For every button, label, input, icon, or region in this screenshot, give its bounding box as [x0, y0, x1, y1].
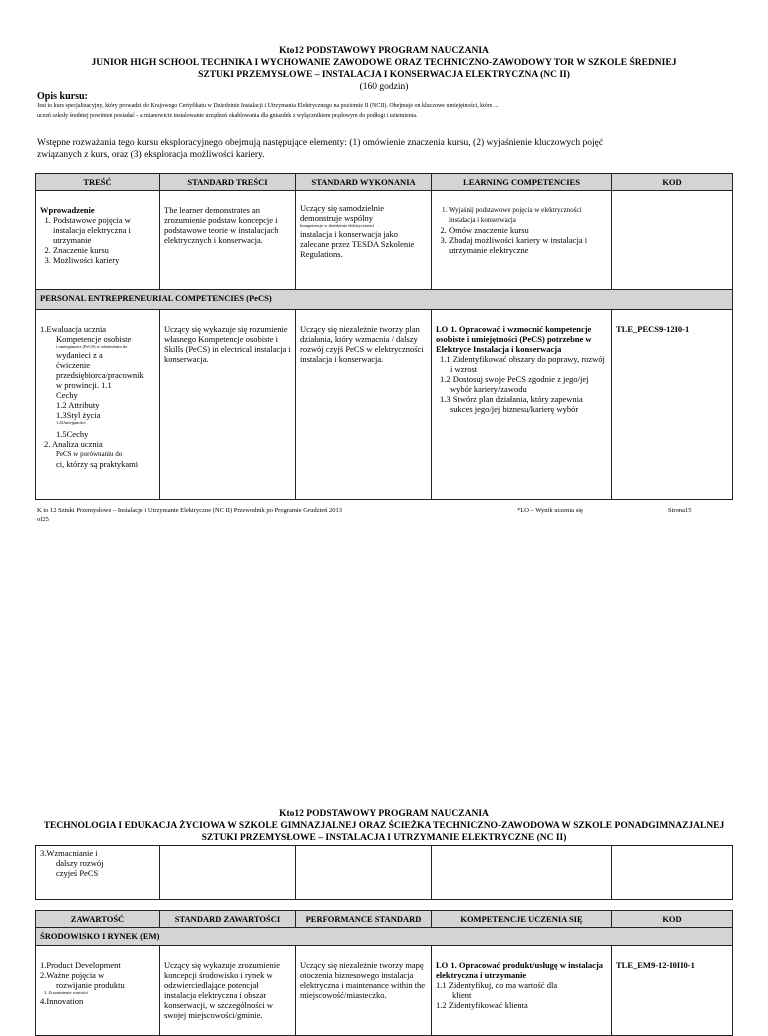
curriculum-table-page2 — [35, 910, 733, 1036]
section-row — [36, 928, 733, 946]
content-line: dalszy rozwój — [56, 858, 104, 868]
list-item: 3. Możliwości kariery — [53, 255, 155, 265]
table-row — [36, 846, 733, 900]
content-line: Cechy — [56, 390, 78, 400]
code-cell: TLE_EM9-12-I0II0-1 — [612, 946, 733, 1036]
performance-small-text: kompetencje w dziedzinie elektryczności — [300, 223, 375, 228]
content-cell — [36, 946, 160, 1036]
header-hours: (160 godzin) — [359, 82, 409, 92]
content-line: 1.Product Development — [40, 960, 121, 970]
header-line3: SZTUKI PRZEMYSŁOWE – INSTALACJA I KONSERWACJA ELEKTRYCZNA (NC II) — [198, 70, 570, 80]
lo-item: 1.1 Zidentyfikuj, co ma wartość dla — [436, 980, 558, 990]
learning-competencies-cell — [432, 946, 612, 1036]
table-row — [36, 310, 733, 500]
content-title: Wprowadzenie — [40, 205, 95, 215]
performance-text: instalacja i konserwacja jako zalecane przez TESDA Szkolenie Regulations. — [300, 229, 415, 259]
content-line: 3.Wzmacnianie i — [40, 848, 98, 858]
lo-title: LO 1. Opracować i wzmocnić kompetencje osobiste i umiejętności (PeCS) potrzebne w Elektryce Instalacja i konserwacja — [436, 324, 592, 354]
table-header-row — [36, 174, 733, 191]
content-line: Kompetencje osobiste — [56, 334, 132, 344]
lo-item: 1.2 Zidentyfikować klienta — [436, 1000, 528, 1010]
table-row — [36, 191, 733, 290]
content-line: 4.Innovation — [40, 996, 84, 1006]
continuation-table — [35, 845, 733, 900]
content-line: 1.3Styl życia — [56, 410, 101, 420]
page-footer-left — [37, 506, 457, 524]
code-cell: TLE_PECS9-12I0-1 — [612, 310, 733, 500]
content-line: 1.4Umiejętności — [56, 420, 86, 425]
lo-title: LO 1. Opracować produkt/usługę w instalacja elektryczna i utrzymanie — [436, 960, 604, 980]
col-header-content-standard: STANDARD TREŚCI — [160, 174, 296, 191]
content-line: rozwijanie produktu — [56, 980, 125, 990]
footer-text: K to 12 Sztuki Przemysłowe – Instalacje i Utrzymanie Elektryczne (NC II) Przewodnik po Programie Grudzień 2013 — [37, 507, 343, 514]
content-line: 1.Ewaluacja ucznia — [40, 324, 107, 334]
content-line: PeCS w porównaniu do — [56, 450, 123, 458]
header-line3: SZTUKI PRZEMYSŁOWE – INSTALACJA I UTRZYMANIE ELEKTRYCZNE (NC II) — [201, 833, 567, 843]
table-row — [36, 946, 733, 1036]
learning-competencies-cell — [432, 191, 612, 290]
content-line: 3. Zrozumienie wartości — [44, 990, 88, 995]
lo-item: 1.2 Dostosuj swoje PeCS zgodnie z jego/jej wybór kariery/zawodu — [440, 374, 589, 394]
content-standard-cell: The learner demonstrates an zrozumienie podstaw koncepcje i podstawowe teorie w instalacjach elektrycznych i konserwacja. — [160, 191, 296, 290]
section-title-em: ŚRODOWISKO I RYNEK (EM) — [36, 928, 733, 946]
content-standard-cell: Uczący się wykazuje zrozumienie koncepcji środowisko i rynek w odzwierciedlające potencjał instalacja elektryczna i obszar konserwacji, w szczególności w swojej miejscowości/gminie. — [160, 946, 296, 1036]
page1-header — [0, 45, 768, 93]
performance-standard-cell — [296, 191, 432, 290]
course-description-text — [37, 101, 633, 121]
col-header-performance-standard: STANDARD WYKONANIA — [296, 174, 432, 191]
course-description-line2: uczeń szkoły średniej powinien posiadać - a mianowicie instalowanie urządzeń okablowania dla gniazdek z wyłącznikiem prądowym do podłogi i uziemienia. — [37, 113, 418, 119]
learning-competencies-cell — [432, 310, 612, 500]
col-header-content: ZAWARTOŚĆ — [36, 911, 160, 928]
content-line: 2.Ważne pojęcia w — [40, 970, 105, 980]
header-line1: Kto12 PODSTAWOWY PROGRAM NAUCZANIA — [279, 46, 489, 56]
header-line1: Kto12 PODSTAWOWY PROGRAM NAUCZANIA — [279, 809, 489, 819]
lo-item: 1.3 Stwórz plan działania, który zapewnia sukces jego/jej biznesu/karierę wybór — [440, 394, 583, 414]
content-line: 2. Analiza ucznia — [44, 439, 103, 449]
content-cell — [36, 846, 160, 900]
performance-text: Uczący się samodzielnie demonstruje wspólny — [300, 203, 385, 223]
section-row — [36, 290, 733, 310]
content-line: 1.2 Attributy — [56, 400, 100, 410]
page2-header — [0, 808, 768, 844]
content-cell — [36, 310, 160, 500]
list-item: 2. Omów znaczenie kursu — [449, 225, 607, 235]
footer-text: of25 — [37, 516, 49, 523]
list-item: 1. Podstawowe pojęcia w instalacja elektryczna i utrzymanie — [53, 215, 155, 245]
section-title-pecs: PERSONAL ENTREPRENEURIAL COMPETENCIES (PeCS) — [36, 290, 733, 310]
footer-note: *LO – Wynik uczenia się — [517, 507, 583, 514]
col-header-code: KOD — [612, 174, 733, 191]
content-line: i umiejętności (PeCS) w odniesieniu do — [56, 344, 128, 349]
lo-item: 1.1 Zidentyfikować obszary do poprawy, rozwój i wzrost — [440, 354, 605, 374]
col-header-learning-competencies: LEARNING COMPETENCIES — [432, 174, 612, 191]
page-number: Strona15 — [668, 507, 692, 514]
col-header-performance-standard: PERFORMANCE STANDARD — [296, 911, 432, 928]
col-header-learning-competencies: KOMPETENCJE UCZENIA SIĘ — [432, 911, 612, 928]
col-header-code: KOD — [612, 911, 733, 928]
list-item: 1. Wyjaśnij podstawowe pojęcia w elektryczności instalacja i konserwacja — [449, 205, 607, 225]
code-cell — [612, 191, 733, 290]
content-line: ćwiczenie — [56, 360, 90, 370]
content-line: przedsiębiorca/pracownik — [56, 370, 144, 380]
course-description-line1: Jest to kurs specjalizacyjny, który prowadzi do Krajowego Certyfikatu w Dziedzinie Instalacji i Utrzymania Elektrycznego na poziomie II (NCII). Obejmuje on kluczowe umiejętności, które ... — [37, 103, 499, 109]
list-item: 3. Zbadaj możliwości kariery w instalacja i utrzymanie elektryczne — [449, 235, 607, 255]
curriculum-table-page1 — [35, 173, 733, 500]
content-line: wydanieci z a — [56, 350, 103, 360]
content-line: czyjeś PeCS — [56, 868, 99, 878]
content-line: 1.5Cechy — [56, 429, 89, 439]
competency-list — [436, 205, 607, 255]
content-line: w prowincji. 1.1 — [56, 380, 112, 390]
content-standard-cell: Uczący się wykazuje się rozumienie własnego Kompetencje osobiste i Skills (PeCS) in electrical instalacja i konserwacja. — [160, 310, 296, 500]
col-header-content-standard: STANDARD ZAWARTOŚCI — [160, 911, 296, 928]
content-line: ci, którzy są praktykami — [56, 459, 139, 469]
header-line2: TECHNOLOGIA I EDUKACJA ŻYCIOWA W SZKOLE GIMNAZJALNEJ ORAZ ŚCIEŻKA TECHNICZNO-ZAWODOWA W SZKOLE PONADGIMNAZJALNEJ — [43, 821, 725, 831]
performance-standard-cell: Uczący się niezależnie tworzy mapę otoczenia biznesowego instalacja elektryczna i maintenance within the miejscowość/miasteczko. — [296, 946, 432, 1036]
col-header-content: TREŚĆ — [36, 174, 160, 191]
header-line2: JUNIOR HIGH SCHOOL TECHNIKA I WYCHOWANIE ZAWODOWE ORAZ TECHNICZNO-ZAWODOWY TOR W SZKOLE ŚREDNIEJ — [91, 58, 677, 68]
list-item: 2. Znaczenie kursu — [53, 245, 155, 255]
intro-paragraph: Wstępne rozważania tego kursu eksploracyjnego obejmują następujące elementy: (1) omówienie znaczenia kursu, (2) wyjaśnienie kluczowych pojęć związanych z kurs, oraz (3) eksploracja możliwości kariery. — [37, 138, 604, 160]
lo-item: klient — [452, 990, 472, 1000]
content-list — [40, 215, 155, 265]
course-description-title: Opis kursu: — [37, 91, 88, 102]
performance-standard-cell: Uczący się niezależnie tworzy plan działania, który wzmacnia / dalszy rozwój czyjś PeCS w elektryczności instalacja i konserwacja. — [296, 310, 432, 500]
table-header-row — [36, 911, 733, 928]
